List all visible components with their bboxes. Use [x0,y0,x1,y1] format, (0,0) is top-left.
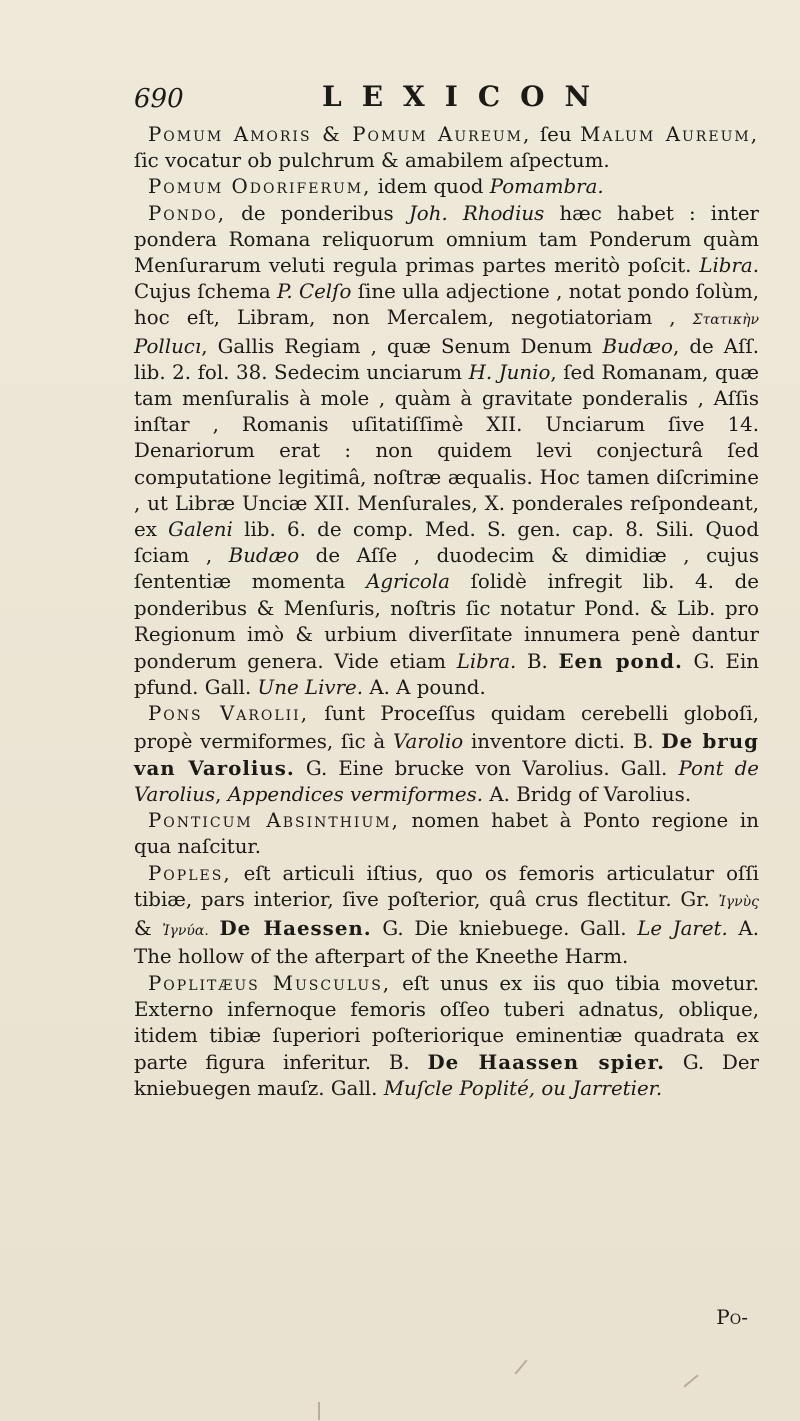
paper-blemish [318,1402,320,1420]
blackletter-text: Een pond. [558,649,683,674]
entry-text: eſt unus ex iis quo tibia movetur. Externo infernoque femoris oſſeo tuberi adnatus, oblique, itidem tibiæ ſuperiori poſteriorique eminentiæ quadrata ex parte figura inferitur. B. [134,971,759,1075]
entry-text: , de Aſſ. lib. 2. fol. 38. Sedecim unciarum [134,334,759,384]
running-head: LEXICON [322,80,611,113]
dictionary-text [134,122,759,1103]
greek-text: Ἰγνὺς [718,893,759,910]
greek-text: Στατικὴν [692,312,759,329]
dictionary-entry [134,808,759,860]
paper-blemish [514,1359,527,1374]
entry-headword: Pons Varolii, [148,702,310,726]
italic-text: Varolio [392,729,464,753]
entry-text: , Gallis Regiam , quæ Senum Denum [201,334,603,358]
italic-text: P. Celſo [277,280,352,304]
italic-text: Appendices vermiformes. [227,783,484,807]
entry-text: hæc habet : inter pondera Romana reliquorum omnium tam Ponderum quàm Menſurarum veluti regula primas partes meritò poſcit. [134,201,759,278]
entry-text: eſt articuli iſtius, quo os femoris articulatur oſſi tibiæ, pars interior, ſive poſterior, quâ crus flectitur. Gr. [134,861,759,911]
entry-text: nomen habet à Ponto regione in qua naſcitur. [134,809,759,859]
entry-text: , ſed Romanam, quæ tam menſuralis à mole , quàm à gravitate ponderalis , Aſſis inſtar , Romanis uſitatiſſimè XII. Unciarum ſive 14. Denariorum erat : non quidem levi conjecturâ ſed computatione legitimâ, noſtræ æqualis. Hoc tamen diſcrimine , ut Libræ Unciæ XII. Menſurales, X. ponderales reſpondeant, ex [134,360,759,542]
page-header [134,76,734,120]
entry-headword: Pondo, [148,201,227,225]
entry-headword: Pomum Amoris & Pomum Aureum, [148,123,532,146]
entry-headword: Ponticum Absinthium, [148,809,400,833]
entry-text: ſunt Proceſſus quidam cerebelli globoſi, propè vermiformes, ſic à [134,702,759,753]
entry-headword: Poplitæus Musculus, [148,971,392,995]
italic-text: Muſcle Poplité, ou Jarretier. [383,1077,663,1101]
italic-text: Pont de Varolius [134,756,759,807]
entry-text: lib. 6. de comp. Med. S. gen. cap. 8. Sili. Quod ſciam , [134,518,759,568]
entry-text: G. Die kniebuege. Gall. [371,917,638,941]
entry-text: G. Der kniebuegen mauſz. Gall. [134,1051,760,1101]
dictionary-entry [134,174,759,200]
italic-text: Galeni [168,518,233,542]
page-number: 690 [134,84,184,114]
entry-text: , [215,783,228,807]
entry-headword: Malum Aureum, [580,123,759,146]
entry-text: inventore dicti. B. [463,729,662,753]
entry-text: ſolidè infregit lib. 4. de ponderibus & Menſuris, noſtris ſic notatur Pond. & Lib. pro Regionum imò & urbium diverſitate innumera penè dantur ponderum genera. Vide etiam [134,570,759,674]
italic-text: Le Jaret. [637,917,728,941]
italic-text: Budæo [602,334,673,358]
catchword: Po- [716,1305,748,1329]
dictionary-entry [134,701,759,808]
italic-text: Budæo [228,544,300,568]
italic-text: Pollucı [134,334,202,358]
entry-text [209,917,220,940]
entry-text: ſine ulla adjectione , notat pondo ſolùm, hoc eſt, Libram, non Mercalem, negotiatoriam , [134,280,759,330]
entry-text: Cujus ſchema [134,280,278,304]
greek-text: Ἰγνύα. [162,923,209,940]
dictionary-entry [134,971,759,1103]
italic-text: Joh. Rhodius [408,201,545,225]
italic-text: Libra. [699,254,759,278]
italic-text: Libra. [456,650,517,674]
blackletter-text: De brug van Varolius. [134,728,759,780]
italic-text: H. Junio [468,360,551,384]
entry-text: A. The hollow of the afterpart of the Kneethe Harm. [134,917,760,969]
entry-text: idem quod [371,175,490,199]
entry-text: de ponderibus [226,201,409,225]
entry-text: G. Eine brucke von Varolius. Gall. [294,756,679,780]
entry-headword: Poples, [148,861,232,885]
entry-text: B. [516,650,559,674]
dictionary-entry [134,122,759,174]
blackletter-text: De Haassen spier. [427,1050,666,1075]
entry-text: & [134,917,163,941]
italic-text: Pomambra. [489,175,604,199]
entry-headword: Pomum Odoriferum, [148,175,372,199]
entry-text: de Aſſe , duodecim & dimidiæ , cujus ſententiæ momenta [134,544,759,594]
dictionary-entry [134,861,759,971]
entry-text: G. Ein pfund. Gall. [134,650,760,700]
entry-text: A. Bridg of Varolius. [483,783,692,807]
blackletter-text: De Haessen. [219,916,372,941]
dictionary-entry [134,201,759,702]
italic-text: Agricola [366,570,450,594]
entry-text: ſeu [531,123,581,146]
entry-text: ſic vocatur ob pulchrum & amabilem aſpectum. [134,149,610,173]
italic-text: Une Livre. [257,676,364,700]
paper-blemish [683,1374,698,1387]
entry-text: A. A pound. [363,676,486,700]
